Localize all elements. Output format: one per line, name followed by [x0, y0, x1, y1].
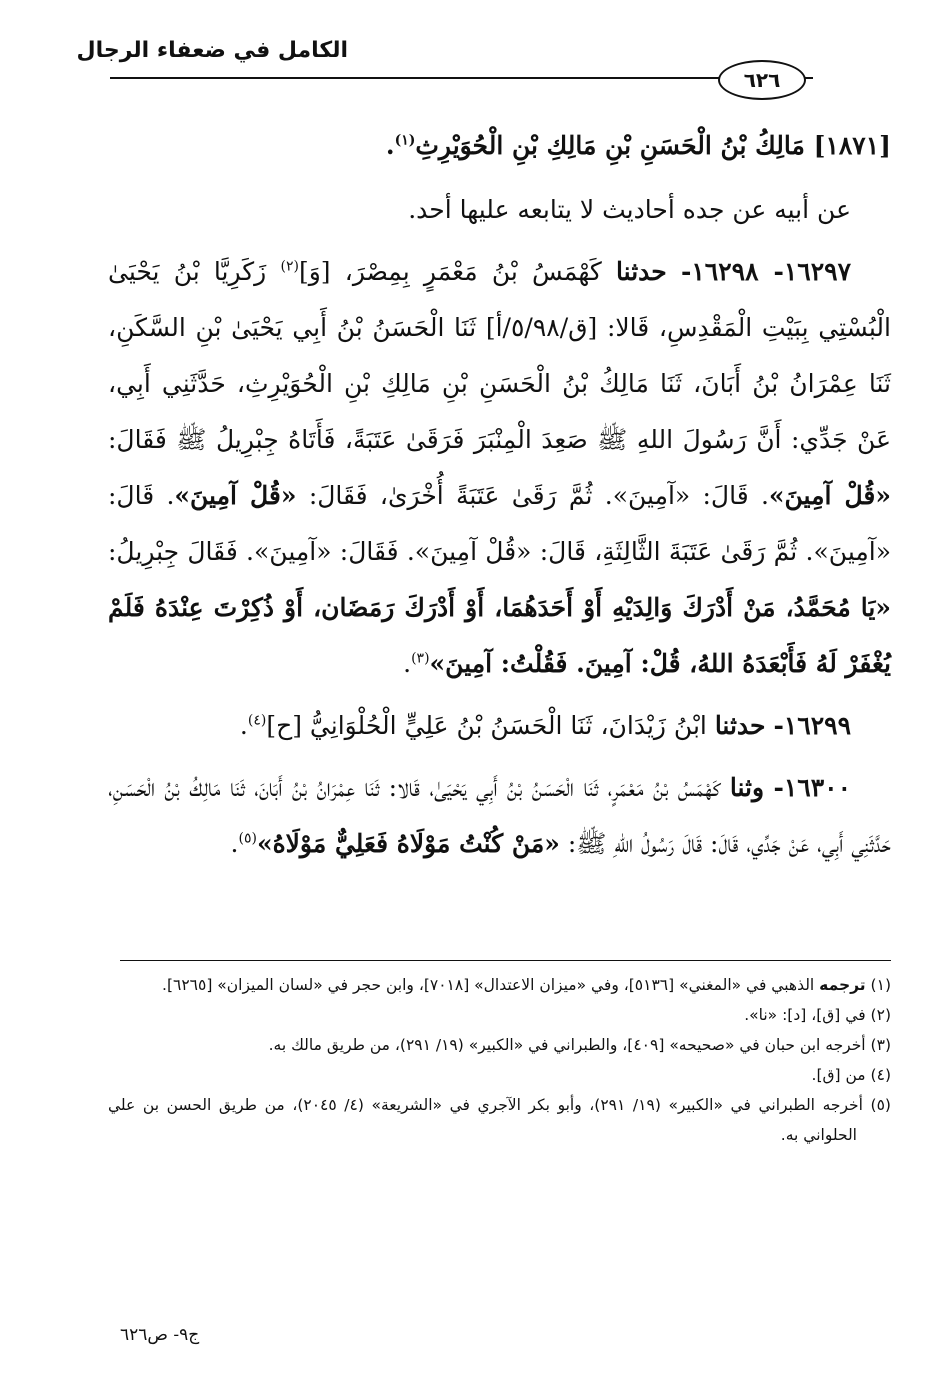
footnote-2: (٢) في [ق]، [د]: «نا».	[744, 1006, 891, 1024]
narration-keyword: وثنا	[729, 773, 765, 802]
footnote-ref-4: (٤)	[247, 712, 267, 729]
footnote-ref-3: (٣)	[411, 650, 430, 667]
footnote-rule	[120, 960, 891, 961]
hadith-16300: ١٦٣٠٠- وثنا كَهْمَسُ بْنُ مَعْمَرٍ، ثَنَا الْحَسَنُ بْنُ أَبِي يَحْيَىٰ، قَالا: ثَنَا عِمْرَانُ بْنُ أَبَانَ، ثَنَا مَالِكُ بْنُ الْحَسَنِ، حَدَّثَنِي أَبِي، عَنْ جَدِّي، قَالَ: قَالَ رَسُولُ اللهِ ﷺ: «مَنْ كُنْتُ مَوْلَاهُ فَعَلِيٌّ مَوْلَاهُ»$^{(٥)}$.	[108, 773, 891, 858]
narration-keyword: حدثنا	[714, 711, 766, 740]
footnote-ref-2: (٢)	[280, 258, 299, 275]
entry-name: مَالِكُ بْنُ الْحَسَنِ بْنِ مَالِكِ بْنِ الْحُوَيْرِثِ	[415, 131, 805, 160]
page-number-text: ٦٢٦	[743, 68, 781, 92]
hadith-number: ١٦٣٠٠-	[773, 773, 852, 802]
hadith-number: ١٦٢٩٩-	[773, 711, 851, 740]
footnote-1: (١) ترجمه الذهبي في «المغني» [٥١٣٦]، وفي «ميزان الاعتدال» [٧٠١٨]، وابن حجر في «لسان الميزان» [٦٢٦٥].	[162, 976, 891, 994]
footnotes	[108, 970, 891, 1150]
narration-keyword: حدثنا	[616, 257, 667, 286]
footnote-4: (٤) من [ق].	[811, 1066, 891, 1084]
page-number	[718, 60, 806, 100]
entry-heading: [١٨٧١] مَالِكُ بْنُ الْحَسَنِ بْنِ مَالِكِ بْنِ الْحُوَيْرِثِ$^{(١)}$.	[385, 131, 891, 160]
main-text	[108, 118, 891, 872]
entry-number: [١٨٧١]	[813, 131, 891, 160]
footnote-ref-1: (١)	[394, 132, 416, 149]
volume-page-reference: ج٩- ص٦٢٦	[120, 1325, 200, 1345]
hadith-number: ١٦٢٩٧- ١٦٢٩٨-	[680, 257, 852, 286]
entry-intro: عن أبيه عن جده أحاديث لا يتابعه عليها أحد.	[408, 195, 851, 224]
footnote-3: (٣) أخرجه ابن حبان في «صحيحه» [٤٠٩]، والطبراني في «الكبير» (١٩/ ٢٩١)، من طريق مالك به.	[268, 1036, 891, 1054]
book-title: الكامل في ضعفاء الرجال	[76, 38, 348, 63]
hadith-16297: ١٦٢٩٧- ١٦٢٩٨- حدثنا كَهْمَسُ بْنُ مَعْمَرٍ بِمِصْرَ، [وَ]$^{(٢)}$ زَكَرِيَّا بْنُ يَحْيَىٰ الْبُسْتِي بِبَيْتِ الْمَقْدِسِ، قَالا: [ق/٥/٩٨/أ] ثَنَا الْحَسَنُ بْنُ أَبِي يَحْيَىٰ بْنِ السَّكَنِ، ثَنَا عِمْرَانُ بْنُ أَبَانَ، ثَنَا مَالِكُ بْنُ الْحَسَنِ بْنِ مَالِكِ بْنِ الْحُوَيْرِثِ، حَدَّثَنِي أَبِي، عَنْ جَدِّي: أَنَّ رَسُولَ اللهِ ﷺ صَعِدَ الْمِنْبَرَ فَرَقَىٰ عَتَبَةً، فَأَتَاهُ جِبْرِيلُ ﷺ فَقَالَ: «قُلْ آمِينَ». قَالَ: «آمِينَ». ثُمَّ رَقَىٰ عَتَبَةً أُخْرَىٰ، فَقَالَ: «قُلْ آمِينَ». قَالَ: «آمِينَ». ثُمَّ رَقَىٰ عَتَبَةَ الثَّالِثَةِ، قَالَ: «قُلْ آمِينَ». فَقَالَ: «آمِينَ». فَقَالَ جِبْرِيلُ: «يَا مُحَمَّدُ، مَنْ أَدْرَكَ وَالِدَيْهِ أَوْ أَحَدَهُمَا، أَوْ أَدْرَكَ رَمَضَان، أَوْ ذُكِرْتَ عِنْدَهُ فَلَمْ يُغْفَرْ لَهُ فَأَبْعَدَهُ اللهُ، قُلْ: آمِينَ. فَقُلْتُ: آمِينَ»$^{(٣)}$.	[108, 257, 892, 678]
hadith-16299: ١٦٢٩٩- حدثنا ابْنُ زَيْدَانَ، ثَنَا الْحَسَنُ بْنُ عَلِيٍّ الْحُلْوَانِيُّ [ح]$^{(٤)}$.	[239, 711, 851, 740]
footnote-5: (٥) أخرجه الطبراني في «الكبير» (١٩/ ٢٩١)، وأبو بكر الآجري في «الشريعة» (٤/ ٢٠٤٥)، من طريق الحسن بن علي الحلواني به.	[108, 1096, 891, 1144]
header-rule	[110, 77, 813, 79]
footnote-ref-5: (٥)	[238, 830, 257, 847]
